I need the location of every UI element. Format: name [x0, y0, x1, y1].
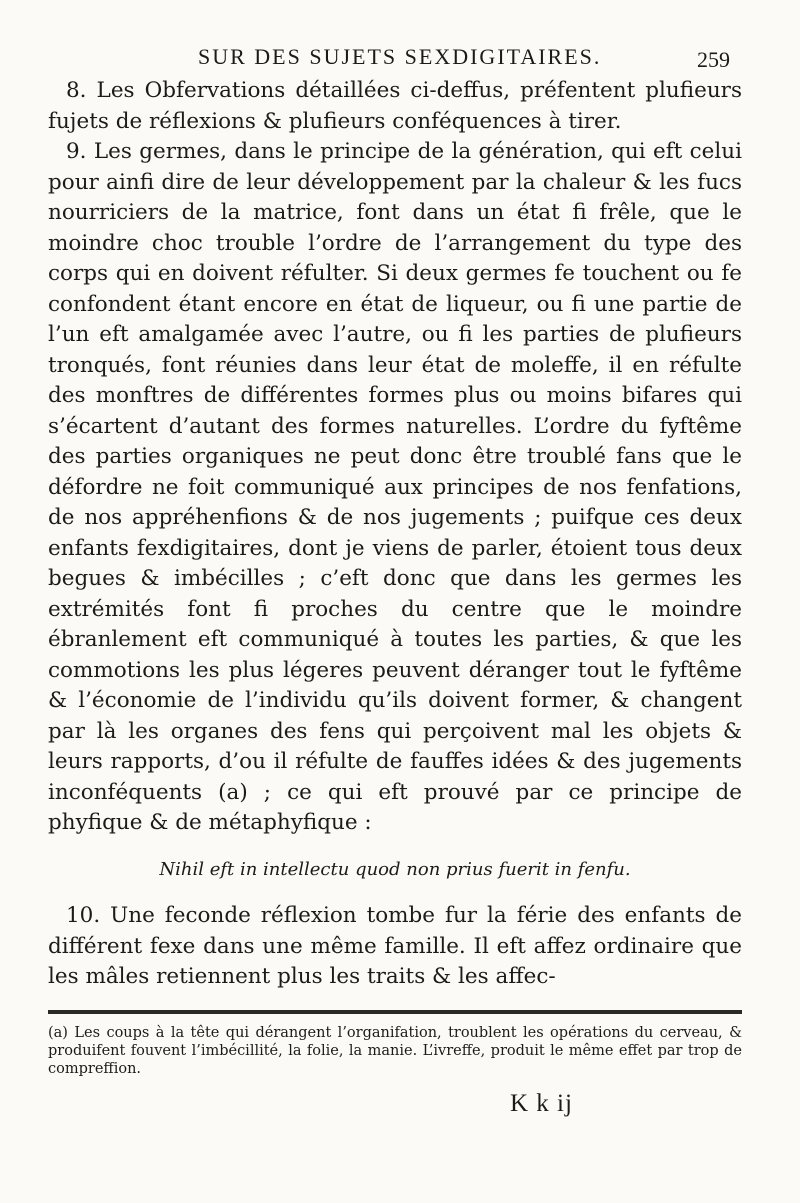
paragraph-8: 8. Les Obfervations détaillées ci-deffus, préfentent plufieurs fujets de réflexions & plufieurs conféquences à tirer. [48, 78, 742, 134]
footnotes [48, 1024, 742, 1078]
page-number: 259 [697, 47, 730, 72]
page-header [198, 42, 738, 76]
running-head: SUR DES SUJETS SEXDIGITAIRES. [198, 44, 602, 69]
signature-mark: K k ij [510, 1090, 573, 1117]
paragraph-10: 10. Une feconde réflexion tombe fur la férie des enfants de différent fexe dans une même famille. Il eft affez ordinaire que les mâles retiennent plus les traits & les affec- [48, 903, 742, 989]
footnote-divider [48, 1010, 742, 1014]
footnote-a: (a) Les coups à la tête qui dérangent l’organifation, troublent les opérations du cerveau, & produifent fouvent l’imbécillité, la folie, la manie. L’ivreffe, produit le même effet par trop de compreffion. [48, 1025, 742, 1077]
paragraph-9: 9. Les germes, dans le principe de la génération, qui eft celui pour ainfi dire de leur développement par la chaleur & les fucs nourriciers de la matrice, font dans un état fi frêle, que le moindre choc trouble l’ordre de l’arrangement du type des corps qui en doivent réfulter. Si deux germes fe touchent ou fe confondent étant encore en état de liqueur, ou fi une partie de l’un eft amalgamée avec l’autre, ou fi les parties de plufieurs tronqués, font réunies dans leur état de moleffe, il en réfulte des monftres de différentes formes plus ou moins bifares qui s’écartent d’autant des formes naturelles. L’ordre du fyftême des parties organiques ne peut donc être troublé fans que le défordre ne foit communiqué aux principes de nos fenfations, de nos appréhenfions & de nos jugements ; puifque ces deux enfants fexdigitaires, dont je viens de parler, étoient tous deux begues & imbécilles ; c’eft donc que dans les germes les extrémités font fi proches du centre que le moindre ébranlement eft communiqué à toutes les parties, & que les commotions les plus légeres peuvent déranger tout le fyftême & l’économie de l’individu qu’ils doivent former, & changent par là les organes des fens qui perçoivent mal les objets & leurs rapports, d’ou il réfulte de fauffes idées & des jugements inconféquents (a) ; ce qui eft prouvé par ce principe de phyfique & de métaphyfique : [48, 139, 742, 835]
latin-quote: Nihil eft in intellectu quod non prius fuerit in fenfu. [159, 858, 631, 880]
main-text [48, 76, 742, 993]
